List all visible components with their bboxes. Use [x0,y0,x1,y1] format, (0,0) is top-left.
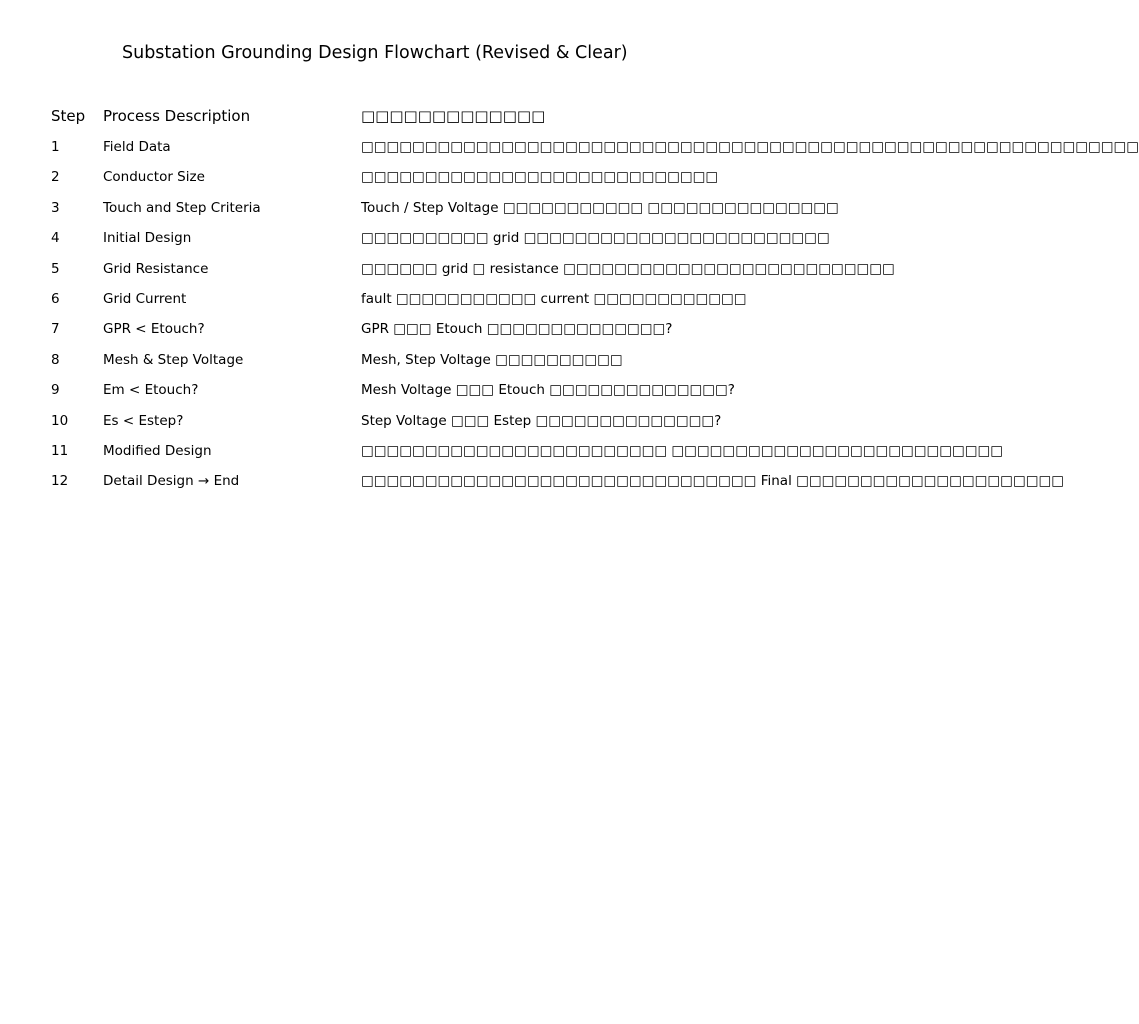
table-row [0,441,1004,471]
step-description: Mesh, Step Voltage □□□□□□□□□□ [361,351,623,368]
step-number: 10 [51,412,69,429]
process-name: Grid Current [103,290,187,307]
table-row [0,411,768,441]
table-row [0,319,768,349]
step-description: GPR □□□ Etouch □□□□□□□□□□□□□□? [361,321,673,338]
step-number: 6 [51,290,60,307]
table-row [0,380,768,410]
process-name: Grid Resistance [103,260,209,277]
header-step: Step [51,107,86,125]
table-row [0,471,1064,501]
step-number: 1 [51,139,60,155]
step-description: □□□□□□ grid □ resistance □□□□□□□□□□□□□□□□□□□□□□□□□□ [361,260,895,277]
step-description: □□□□□□□□□□□□□□□□□□□□□□□□□□□□□□□ Final □□□□□□□□□□□□□□□□□□□□□ [361,473,1064,490]
document-title: Substation Grounding Design Flowchart (Revised & Clear) [122,43,628,63]
process-table [0,106,1139,502]
header-description: □□□□□□□□□□□□□ [361,107,546,125]
process-name: Detail Design → End [103,473,240,490]
process-name: GPR < Etouch? [103,321,205,338]
header-process-description: Process Description [103,107,251,125]
step-number: 4 [51,230,60,247]
step-number: 2 [51,169,60,186]
step-number: 7 [51,321,60,338]
table-row [0,289,768,319]
process-name: Touch and Step Criteria [103,199,261,216]
step-number: 5 [51,260,60,277]
step-description: Mesh Voltage □□□ Etouch □□□□□□□□□□□□□□? [361,382,735,399]
table-row [0,259,895,289]
process-name: Field Data [103,139,171,155]
step-number: 11 [51,442,69,459]
step-number: 9 [51,382,60,399]
table-header-row [0,106,768,137]
process-name: Em < Etouch? [103,382,199,399]
process-name: Modified Design [103,442,212,459]
step-description: □□□□□□□□□□□□□□□□□□□□□□□□□□□□ [361,169,719,186]
step-description: □□□□□□□□□□□□□□□□□□□□□□□□ □□□□□□□□□□□□□□□□□□□□□□□□□□ [361,442,1004,459]
table-row [0,167,768,197]
process-name: Mesh & Step Voltage [103,351,244,368]
step-number: 3 [51,199,60,216]
step-description: □□□□□□□□□□ grid □□□□□□□□□□□□□□□□□□□□□□□□ [361,230,830,247]
table-row [0,350,768,380]
step-number: 8 [51,351,60,368]
table-row [0,137,1139,167]
step-number: 12 [51,473,69,490]
step-description: Step Voltage □□□ Estep □□□□□□□□□□□□□□? [361,412,722,429]
table-row [0,228,830,258]
table-row [0,198,839,228]
process-name: Conductor Size [103,169,205,186]
step-description: Touch / Step Voltage □□□□□□□□□□□ □□□□□□□□□□□□□□□ [361,199,839,216]
step-description: □□□□□□□□□□□□□□□□□□□□□□□□□□□□□□□□□□□□□□□□□□□□□□□□□□□□□□□□□□□□□ [361,139,1139,155]
process-name: Initial Design [103,230,192,247]
process-name: Es < Estep? [103,412,184,429]
step-description: fault □□□□□□□□□□□ current □□□□□□□□□□□□ [361,290,747,307]
